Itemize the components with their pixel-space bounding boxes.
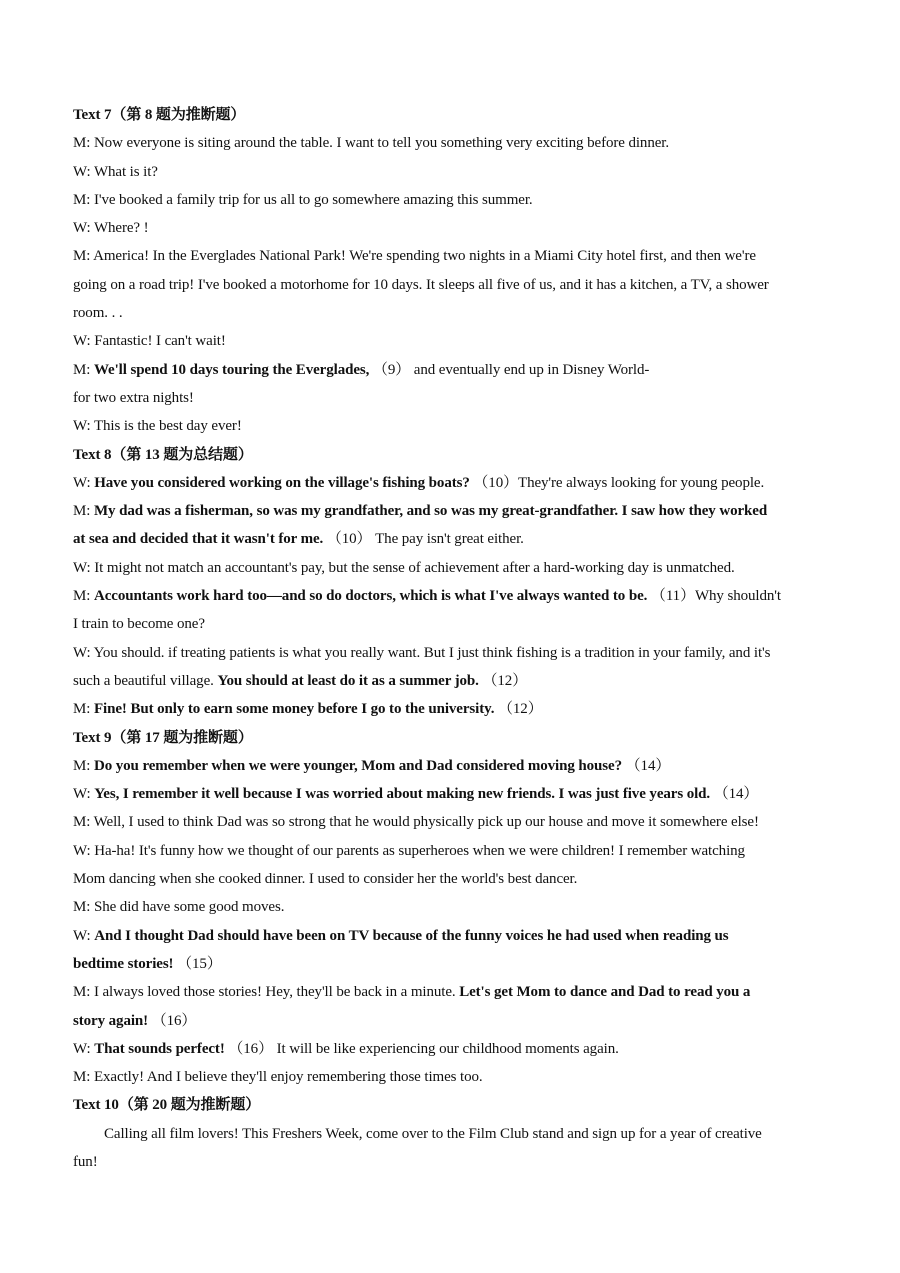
text-line [73, 271, 833, 299]
text-line [73, 412, 833, 440]
text-line [73, 497, 833, 525]
text-line [73, 724, 833, 752]
text-segment: M: [73, 757, 94, 774]
bold-text-segment: bedtime stories! [73, 955, 174, 972]
text-segment: M: She did have some good moves. [73, 899, 285, 916]
text-segment: for two extra nights! [73, 389, 194, 406]
text-line [73, 1035, 833, 1063]
bold-text-segment: Text 8（第 13 题为总结题） [73, 446, 253, 463]
text-line [73, 469, 833, 497]
text-line [73, 667, 833, 695]
text-segment: （16） [148, 1012, 197, 1029]
bold-text-segment: Text 10（第 20 题为推断题） [73, 1097, 261, 1114]
text-line [73, 554, 833, 582]
text-line [73, 582, 833, 610]
text-line [73, 129, 833, 157]
bold-text-segment: You should at least do it as a summer job. [217, 672, 479, 689]
text-line [73, 978, 833, 1006]
text-line [73, 893, 833, 921]
text-line [73, 214, 833, 242]
bold-text-segment: Yes, I remember it well because I was worried about making new friends. I was just five years old. [94, 786, 711, 803]
text-line [73, 695, 833, 723]
text-segment: Mom dancing when she cooked dinner. I used to consider her the world's best dancer. [73, 871, 578, 888]
document-body [73, 101, 833, 1176]
text-segment: M: Now everyone is siting around the table. I want to tell you something very exciting before dinner. [73, 135, 670, 152]
text-segment: going on a road trip! I've booked a motorhome for 10 days. It sleeps all five of us, and it has a kitchen, a TV, a shower [73, 276, 769, 293]
text-segment: W: [73, 786, 95, 803]
text-segment: W: [73, 474, 95, 491]
text-line [73, 922, 833, 950]
bold-text-segment: at sea and decided that it wasn't for me. [73, 531, 324, 548]
text-line [73, 356, 833, 384]
text-line [73, 639, 833, 667]
text-segment: （15） [173, 955, 222, 972]
bold-text-segment: story again! [73, 1012, 149, 1029]
text-line [73, 384, 833, 412]
text-segment: fun! [73, 1153, 98, 1170]
text-segment: M: I've booked a family trip for us all to go somewhere amazing this summer. [73, 191, 533, 208]
text-line [73, 780, 833, 808]
text-segment: （14） [710, 786, 759, 803]
bold-text-segment: We'll spend 10 days touring the Everglades, [93, 361, 370, 378]
text-line [73, 186, 833, 214]
bold-text-segment: Have you considered working on the village's fishing boats? [94, 474, 470, 491]
text-segment: W: Ha-ha! It's funny how we thought of our parents as superheroes when we were children! I remember watching [73, 842, 745, 859]
text-segment: W: Fantastic! I can't wait! [73, 333, 226, 350]
text-segment: M: I always loved those stories! Hey, they'll be back in a minute. [73, 984, 460, 1001]
text-line [73, 752, 833, 780]
text-line [73, 299, 833, 327]
text-line [73, 865, 833, 893]
text-segment: M: Exactly! And I believe they'll enjoy remembering those times too. [73, 1069, 483, 1086]
text-segment: W: You should. if treating patients is what you really want. But I just think fishing is a tradition in your family, and it's [73, 644, 771, 661]
bold-text-segment: And I thought Dad should have been on TV because of the funny voices he had used when reading us [94, 927, 729, 944]
text-segment: （16） It will be like experiencing our childhood moments again. [224, 1040, 619, 1057]
text-segment: such a beautiful village. [73, 672, 218, 689]
text-segment: M: Well, I used to think Dad was so strong that he would physically pick up our house and move it somewhere else! [73, 814, 759, 831]
bold-text-segment: My dad was a fisherman, so was my grandfather, and so was my great-grandfather. I saw how they worked [93, 503, 768, 520]
text-segment: W: [73, 1040, 95, 1057]
text-segment: W: [73, 927, 95, 944]
text-segment: W: It might not match an accountant's pay, but the sense of achievement after a hard-working day is unmatched. [73, 559, 735, 576]
text-segment: M: [73, 588, 94, 605]
text-segment: M: America! In the Everglades National Park! We're spending two nights in a Miami City hotel first, and then we're [73, 248, 756, 265]
text-line [73, 327, 833, 355]
text-segment: Calling all film lovers! This Freshers Week, come over to the Film Club stand and sign up for a year of creative [104, 1125, 762, 1142]
text-segment: （14） [622, 757, 671, 774]
text-line [73, 242, 833, 270]
text-segment: M: [73, 701, 94, 718]
bold-text-segment: Do you remember when we were younger, Mom and Dad considered moving house? [93, 757, 622, 774]
bold-text-segment: Text 7（第 8 题为推断题） [73, 107, 246, 123]
text-line [73, 101, 833, 129]
text-line [73, 1091, 833, 1119]
text-line [73, 158, 833, 186]
text-line [73, 1063, 833, 1091]
text-segment: W: Where? ! [73, 220, 149, 237]
text-segment: （12） [494, 701, 543, 718]
bold-text-segment: Let's get Mom to dance and Dad to read you a [459, 984, 751, 1001]
text-segment: W: What is it? [73, 163, 158, 180]
text-line [73, 837, 833, 865]
text-segment: W: This is the best day ever! [73, 418, 242, 435]
text-line [73, 525, 833, 553]
text-segment: （10）They're always looking for young people. [469, 474, 765, 491]
text-line [73, 441, 833, 469]
text-line [73, 610, 833, 638]
text-segment: （9） and eventually end up in Disney World- [369, 361, 650, 378]
text-segment: I train to become one? [73, 616, 205, 633]
text-line [73, 1007, 833, 1035]
text-segment: M: [73, 361, 94, 378]
text-segment: M: [73, 503, 94, 520]
bold-text-segment: That sounds perfect! [94, 1040, 225, 1057]
text-line [73, 808, 833, 836]
text-segment: （12） [478, 672, 528, 689]
bold-text-segment: Fine! But only to earn some money before I go to the university. [93, 701, 495, 718]
text-segment: （10） The pay isn't great either. [323, 531, 524, 548]
text-segment: （11）Why shouldn't [647, 588, 781, 605]
bold-text-segment: Accountants work hard too—and so do doctors, which is what I've always wanted to be. [93, 588, 648, 605]
text-segment: room. . . [73, 305, 123, 322]
text-line [73, 1120, 833, 1148]
text-line [73, 1148, 833, 1176]
text-line [73, 950, 833, 978]
bold-text-segment: Text 9（第 17 题为推断题） [73, 729, 253, 746]
